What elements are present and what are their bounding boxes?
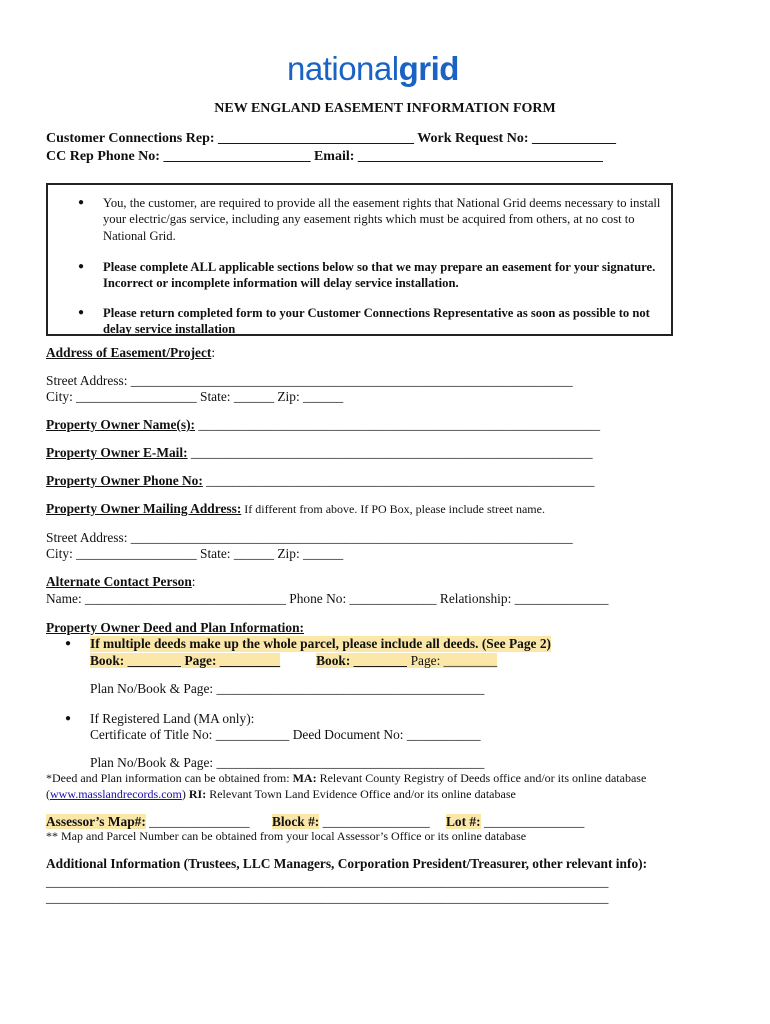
alternate-heading-colon: :	[191, 574, 196, 589]
block-line[interactable]: ________________	[319, 814, 430, 829]
footnote-ri-text: Relevant Town Land Evidence Office and/or its online database	[206, 787, 516, 801]
bullet-icon: ●	[78, 197, 85, 208]
page-field-1[interactable]: Page: _________	[181, 653, 281, 668]
book-field-1[interactable]: Book: ________	[90, 653, 182, 668]
owner-mailing-heading	[46, 501, 545, 517]
owner-mailing-note: If different from above. If PO Box, please include street name.	[241, 502, 545, 516]
owner-email-label: Property Owner E-Mail:	[46, 445, 188, 460]
block-field[interactable]	[272, 814, 430, 830]
alternate-heading-text: Alternate Contact Person	[46, 574, 192, 589]
assessor-map-label: Assessor’s Map#:	[46, 814, 146, 829]
bullet-icon: ●	[78, 261, 85, 272]
deed-source-footnote-line1	[46, 771, 646, 786]
lot-field[interactable]	[446, 814, 584, 830]
bullet-icon: ●	[65, 713, 72, 724]
additional-info-heading: Additional Information (Trustees, LLC Managers, Corporation President/Treasurer, other relevant info):	[46, 856, 648, 871]
logo-text-grid: grid	[398, 50, 459, 87]
owner-email-line[interactable]: ____________________________________________________________	[187, 445, 593, 460]
national-grid-logo	[287, 50, 459, 88]
additional-info-line-1[interactable]: ____________________________________________________________________________________	[46, 874, 609, 889]
assessor-map-field[interactable]	[46, 814, 250, 830]
header-phone-email-line[interactable]: CC Rep Phone No: _____________________ Email: ___________________________________	[46, 149, 603, 164]
owner-phone-line[interactable]: __________________________________________________________	[202, 473, 595, 488]
owner-name-label: Property Owner Name(s):	[46, 417, 195, 432]
alternate-contact-fields[interactable]: Name: ______________________________ Phone No: _____________ Relationship: ______________	[46, 591, 609, 606]
address-section-heading	[46, 345, 215, 361]
assessor-footnote: ** Map and Parcel Number can be obtained from your local Assessor’s Office or its online database	[46, 829, 527, 843]
assessor-map-line[interactable]: _______________	[145, 814, 250, 829]
registered-land-label: If Registered Land (MA only):	[90, 711, 255, 726]
owner-street-field[interactable]: Street Address: __________________________________________________________________	[46, 530, 573, 545]
owner-phone-label: Property Owner Phone No:	[46, 473, 203, 488]
notice-box	[46, 183, 673, 336]
owner-name-line[interactable]: ____________________________________________________________	[195, 417, 601, 432]
notice-bullet-2: Please complete ALL applicable sections below so that we may prepare an easement for your signature. Incorrect or incomplete information will delay service installation.	[103, 260, 656, 291]
logo-text-national: national	[287, 50, 399, 87]
deed-section-heading: Property Owner Deed and Plan Information:	[46, 620, 305, 635]
owner-mailing-label: Property Owner Mailing Address:	[46, 501, 242, 516]
multiple-deeds-note: If multiple deeds make up the whole parcel, please include all deeds. (See Page 2)	[90, 636, 551, 651]
block-label: Block #:	[272, 814, 320, 829]
certificate-deed-document-fields[interactable]: Certificate of Title No: ___________ Deed Document No: ___________	[90, 727, 481, 742]
plan-book-page-field-2[interactable]: Plan No/Book & Page: ________________________________________	[90, 755, 485, 770]
plan-book-page-field-1[interactable]: Plan No/Book & Page: ________________________________________	[90, 681, 485, 696]
deed-source-footnote-line2	[46, 787, 516, 802]
address-heading-colon: :	[211, 345, 216, 360]
owner-phone-field[interactable]	[46, 473, 595, 489]
easement-street-field[interactable]: Street Address: __________________________________________________________________	[46, 373, 573, 388]
notice-bullet-1: You, the customer, are required to provide all the easement rights that National Grid deems necessary to install your electric/gas service, including any easement rights which must be acquired from others, at no cost to National Grid.	[103, 196, 661, 243]
owner-email-field[interactable]	[46, 445, 593, 461]
book-field-2[interactable]: Book: ________	[316, 653, 408, 668]
footnote-prefix: *Deed and Plan information can be obtained from:	[46, 771, 293, 785]
owner-name-field[interactable]	[46, 417, 600, 433]
lot-label: Lot #:	[446, 814, 481, 829]
easement-city-state-zip-field[interactable]: City: __________________ State: ______ Zip: ______	[46, 389, 344, 404]
header-rep-line[interactable]: Customer Connections Rep: ____________________________ Work Request No: ____________	[46, 131, 616, 146]
alternate-contact-heading	[46, 574, 196, 590]
deed-book-page-row[interactable]	[90, 653, 497, 669]
footnote-ri-label: RI:	[185, 787, 207, 801]
address-heading-text: Address of Easement/Project	[46, 345, 212, 360]
lot-line[interactable]: _______________	[480, 814, 585, 829]
notice-bullet-3: Please return completed form to your Customer Connections Representative as soon as possible to not delay service installation	[103, 306, 650, 337]
bullet-icon: ●	[78, 307, 85, 318]
owner-city-state-zip-field[interactable]: City: __________________ State: ______ Zip: ______	[46, 546, 344, 561]
additional-info-line-2[interactable]: ____________________________________________________________________________________	[46, 890, 609, 905]
footnote-ma-text: Relevant County Registry of Deeds office and/or its online database	[316, 771, 647, 785]
footnote-ma-label: MA:	[292, 771, 317, 785]
masslandrecords-link[interactable]: www.masslandrecords.com	[50, 787, 182, 801]
form-title: NEW ENGLAND EASEMENT INFORMATION FORM	[214, 101, 556, 116]
bullet-icon: ●	[65, 638, 72, 649]
page-field-2[interactable]: Page: ________	[407, 653, 498, 668]
link-paren-close: )	[181, 787, 186, 801]
link-paren-open: (	[46, 787, 50, 801]
